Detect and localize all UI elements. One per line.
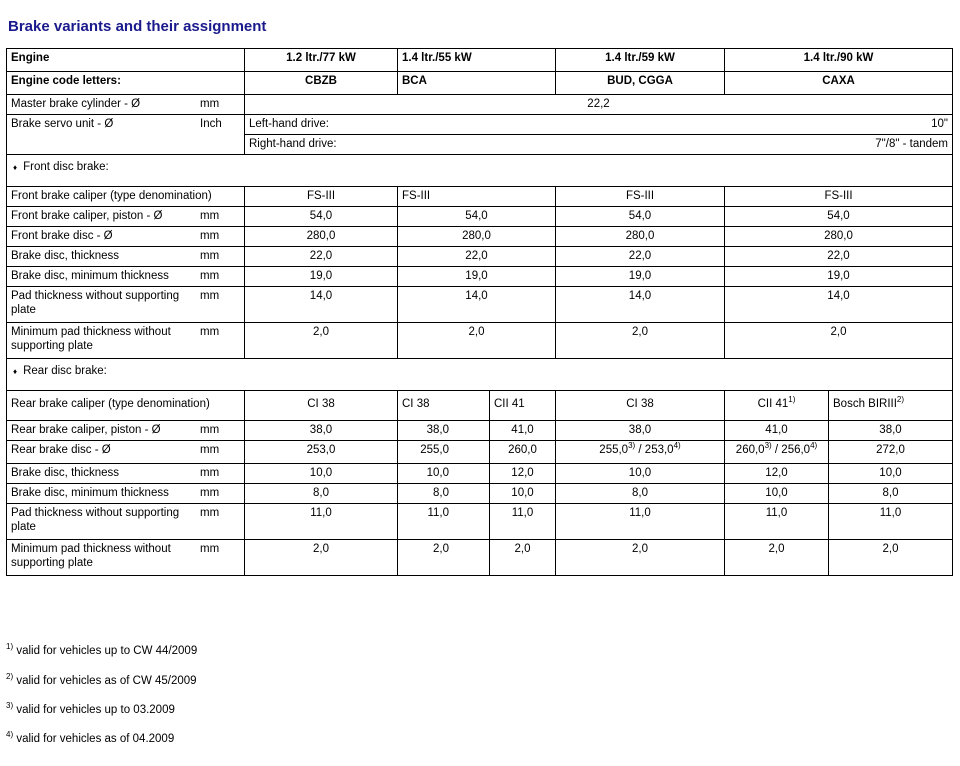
- value-cell: CII 41$^{1)}$: [725, 391, 829, 421]
- value-cell: CII 41: [490, 391, 556, 421]
- value-cell: 22,0: [725, 247, 953, 267]
- table-row: [7, 287, 953, 323]
- value-cell: 10,0: [490, 484, 556, 504]
- row-label: Front brake caliper (type denomination): [7, 187, 245, 207]
- value-cell: 272,0: [829, 441, 953, 464]
- engine-header-label: Engine: [7, 49, 245, 72]
- footnote: $^{3)}$ valid for vehicles up to 03.2009: [6, 701, 175, 716]
- table-row: [7, 540, 953, 576]
- engine-code-cell: BUD, CGGA: [556, 72, 725, 95]
- servo-rhd-cell: Right-hand drive: 7"/8" - tandem: [245, 135, 953, 155]
- row-label: Master brake cylinder - Ø mm: [7, 95, 245, 115]
- value-cell: 2,0: [725, 323, 953, 359]
- section-row-rear: [7, 359, 953, 391]
- engine-cell: 1.2 ltr./77 kW: [245, 49, 398, 72]
- value-cell: 54,0: [725, 207, 953, 227]
- value-cell: FS-III: [556, 187, 725, 207]
- table-row: [7, 504, 953, 540]
- table-row: [7, 187, 953, 207]
- value-cell: 8,0: [556, 484, 725, 504]
- value-cell: 2,0: [556, 323, 725, 359]
- value-cell: 10,0: [829, 464, 953, 484]
- value-cell: 280,0: [725, 227, 953, 247]
- value-cell: 14,0: [556, 287, 725, 323]
- value-cell: 14,0: [398, 287, 556, 323]
- value-cell: 10,0: [556, 464, 725, 484]
- value-cell: 22,0: [398, 247, 556, 267]
- table-row: [7, 49, 953, 72]
- value-cell: CI 38: [245, 391, 398, 421]
- value-cell: 260,0: [490, 441, 556, 464]
- value-cell: 19,0: [398, 267, 556, 287]
- row-label: Brake servo unit - Ø Inch: [7, 115, 245, 155]
- value-cell: 11,0: [725, 504, 829, 540]
- table-row: [7, 115, 953, 135]
- value-cell: 22,0: [245, 247, 398, 267]
- engine-code-cell: CBZB: [245, 72, 398, 95]
- value-cell: 10,0: [245, 464, 398, 484]
- footnote: $^{2)}$ valid for vehicles as of CW 45/2009: [6, 672, 197, 687]
- engine-cell: 1.4 ltr./59 kW: [556, 49, 725, 72]
- value-cell: 2,0: [245, 323, 398, 359]
- footnote: $^{4)}$ valid for vehicles as of 04.2009: [6, 730, 175, 745]
- row-label: Brake disc, thickness mm: [7, 464, 245, 484]
- table-row: [7, 391, 953, 421]
- value-cell: 260,0$^{3)}$ / 256,0$^{4)}$: [725, 441, 829, 464]
- value-cell: 280,0: [398, 227, 556, 247]
- value-cell: FS-III: [245, 187, 398, 207]
- brake-variants-table: [6, 48, 953, 576]
- row-label: Brake disc, thickness mm: [7, 247, 245, 267]
- value-cell: 12,0: [725, 464, 829, 484]
- value-cell: 11,0: [245, 504, 398, 540]
- value-cell: 14,0: [725, 287, 953, 323]
- row-label: Brake disc, minimum thickness mm: [7, 267, 245, 287]
- section-label: ♦ Rear disc brake:: [7, 359, 953, 391]
- value-cell: 8,0: [245, 484, 398, 504]
- value-cell: 54,0: [398, 207, 556, 227]
- value-cell: 54,0: [556, 207, 725, 227]
- value-cell: 11,0: [829, 504, 953, 540]
- engine-code-cell: CAXA: [725, 72, 953, 95]
- value-cell: 2,0: [490, 540, 556, 576]
- value-cell: 2,0: [829, 540, 953, 576]
- value-cell: 10,0: [398, 464, 490, 484]
- value-cell: 255,0: [398, 441, 490, 464]
- value-cell: 10,0: [725, 484, 829, 504]
- value-cell: 280,0: [245, 227, 398, 247]
- footnote: $^{1)}$ valid for vehicles up to CW 44/2009: [6, 642, 198, 657]
- table-row: [7, 207, 953, 227]
- row-label: Brake disc, minimum thickness mm: [7, 484, 245, 504]
- value-cell: 11,0: [490, 504, 556, 540]
- table-row: [7, 95, 953, 115]
- value-cell: FS-III: [725, 187, 953, 207]
- value-cell: 22,0: [556, 247, 725, 267]
- servo-lhd-cell: Left-hand drive: 10": [245, 115, 953, 135]
- value-cell: 11,0: [556, 504, 725, 540]
- value-cell: 38,0: [556, 421, 725, 441]
- value-cell: 41,0: [725, 421, 829, 441]
- value-cell: FS-III: [398, 187, 556, 207]
- table-row: [7, 323, 953, 359]
- value-cell: 2,0: [245, 540, 398, 576]
- value-cell: 8,0: [398, 484, 490, 504]
- value-cell: CI 38: [398, 391, 490, 421]
- row-label: Front brake disc - Ø mm: [7, 227, 245, 247]
- value-cell: 11,0: [398, 504, 490, 540]
- value-cell: 41,0: [490, 421, 556, 441]
- value-cell: 12,0: [490, 464, 556, 484]
- table-row: [7, 267, 953, 287]
- value-cell: 14,0: [245, 287, 398, 323]
- bullet-icon: ♦: [13, 367, 18, 376]
- value-cell: 255,0$^{3)}$ / 253,0$^{4)}$: [556, 441, 725, 464]
- row-label: Rear brake caliper (type denomination): [7, 391, 245, 421]
- row-label: Front brake caliper, piston - Ø mm: [7, 207, 245, 227]
- value-cell: 54,0: [245, 207, 398, 227]
- table-row: [7, 247, 953, 267]
- table-row: [7, 441, 953, 464]
- value-cell: 253,0: [245, 441, 398, 464]
- row-label: Minimum pad thickness without supporting plate mm: [7, 323, 245, 359]
- row-label: Rear brake caliper, piston - Ø mm: [7, 421, 245, 441]
- value-cell: 22,2: [245, 95, 953, 115]
- table-row: [7, 464, 953, 484]
- row-label: Pad thickness without supporting plate mm: [7, 504, 245, 540]
- value-cell: 2,0: [556, 540, 725, 576]
- value-cell: 2,0: [398, 540, 490, 576]
- value-cell: 2,0: [398, 323, 556, 359]
- value-cell: 19,0: [556, 267, 725, 287]
- value-cell: CI 38: [556, 391, 725, 421]
- page-title: Brake variants and their assignment: [8, 18, 267, 35]
- value-cell: 280,0: [556, 227, 725, 247]
- value-cell: 38,0: [245, 421, 398, 441]
- value-cell: 2,0: [725, 540, 829, 576]
- bullet-icon: ♦: [13, 163, 18, 172]
- value-cell: 19,0: [245, 267, 398, 287]
- value-cell: 19,0: [725, 267, 953, 287]
- row-label: Pad thickness without supporting plate mm: [7, 287, 245, 323]
- engine-cell: 1.4 ltr./55 kW: [398, 49, 556, 72]
- engine-code-cell: BCA: [398, 72, 556, 95]
- engine-cell: 1.4 ltr./90 kW: [725, 49, 953, 72]
- value-cell: 38,0: [829, 421, 953, 441]
- value-cell: 38,0: [398, 421, 490, 441]
- row-label: Minimum pad thickness without supporting plate mm: [7, 540, 245, 576]
- table-row: [7, 484, 953, 504]
- table-row: [7, 72, 953, 95]
- value-cell: 8,0: [829, 484, 953, 504]
- value-cell: Bosch BIRIII$^{2)}$: [829, 391, 953, 421]
- section-row-front: [7, 155, 953, 187]
- row-label: Rear brake disc - Ø mm: [7, 441, 245, 464]
- table-row: [7, 421, 953, 441]
- section-label: ♦ Front disc brake:: [7, 155, 953, 187]
- table-row: [7, 227, 953, 247]
- engine-code-label: Engine code letters:: [7, 72, 245, 95]
